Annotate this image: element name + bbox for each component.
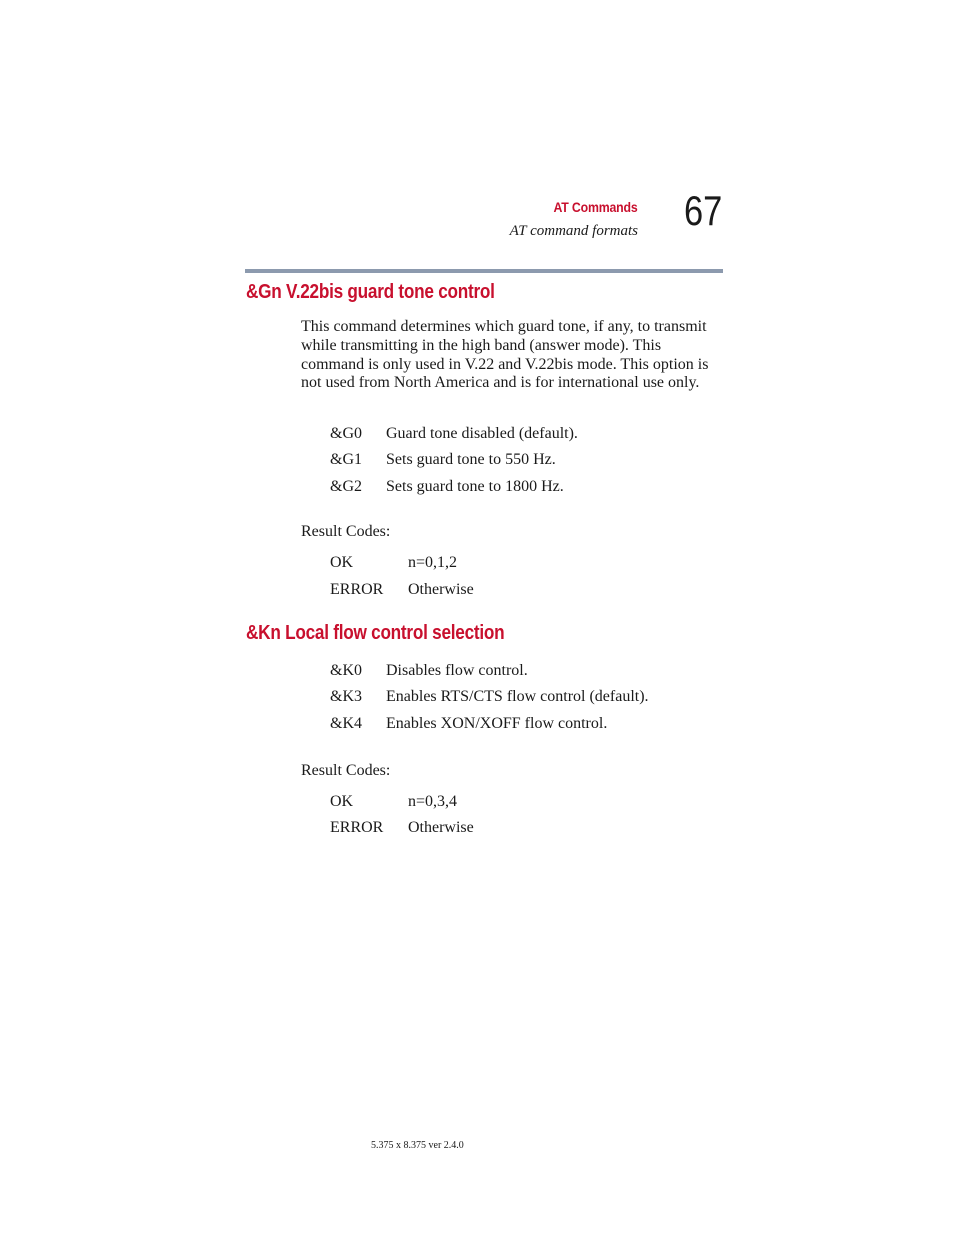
- result-code-value: n=0,3,4: [408, 793, 458, 810]
- option-text: Sets guard tone to 550 Hz.: [386, 451, 556, 468]
- option-code: &G0: [330, 425, 362, 442]
- option-text: Enables XON/XOFF flow control.: [386, 715, 608, 732]
- result-code-value: n=0,1,2: [408, 554, 458, 571]
- result-code: OK: [330, 554, 354, 571]
- section-title-kn: &Kn Local flow control selection: [246, 622, 505, 644]
- running-header-chapter: AT Commands: [553, 199, 638, 215]
- option-text: Disables flow control.: [386, 662, 528, 679]
- result-code-value: Otherwise: [408, 581, 474, 598]
- option-code: &K4: [330, 715, 362, 732]
- option-text: Guard tone disabled (default).: [386, 425, 578, 442]
- option-code: &G1: [330, 451, 362, 468]
- result-code: ERROR: [330, 581, 384, 598]
- result-code-value: Otherwise: [408, 819, 474, 836]
- running-header-section: AT command formats: [509, 223, 638, 239]
- result-code: OK: [330, 793, 354, 810]
- section-title-gn: &Gn V.22bis guard tone control: [246, 281, 495, 303]
- option-code: &K3: [330, 688, 362, 705]
- result-codes-label: Result Codes:: [301, 762, 391, 779]
- result-codes-label: Result Codes:: [301, 523, 391, 540]
- option-text: Enables RTS/CTS flow control (default).: [386, 688, 649, 705]
- page-footer: 5.375 x 8.375 ver 2.4.0: [371, 1140, 464, 1151]
- result-code: ERROR: [330, 819, 384, 836]
- section-description-gn: This command determines which guard tone, if any, to transmit while transmitting in the high band (answer mode). This command is only used in V.22 and V.22bis mode. This option is not used from North America and is for international use only.: [301, 318, 709, 392]
- page-number: 67: [684, 187, 723, 234]
- option-code: &G2: [330, 478, 362, 495]
- header-rule: [245, 269, 723, 273]
- option-text: Sets guard tone to 1800 Hz.: [386, 478, 564, 495]
- option-code: &K0: [330, 662, 362, 679]
